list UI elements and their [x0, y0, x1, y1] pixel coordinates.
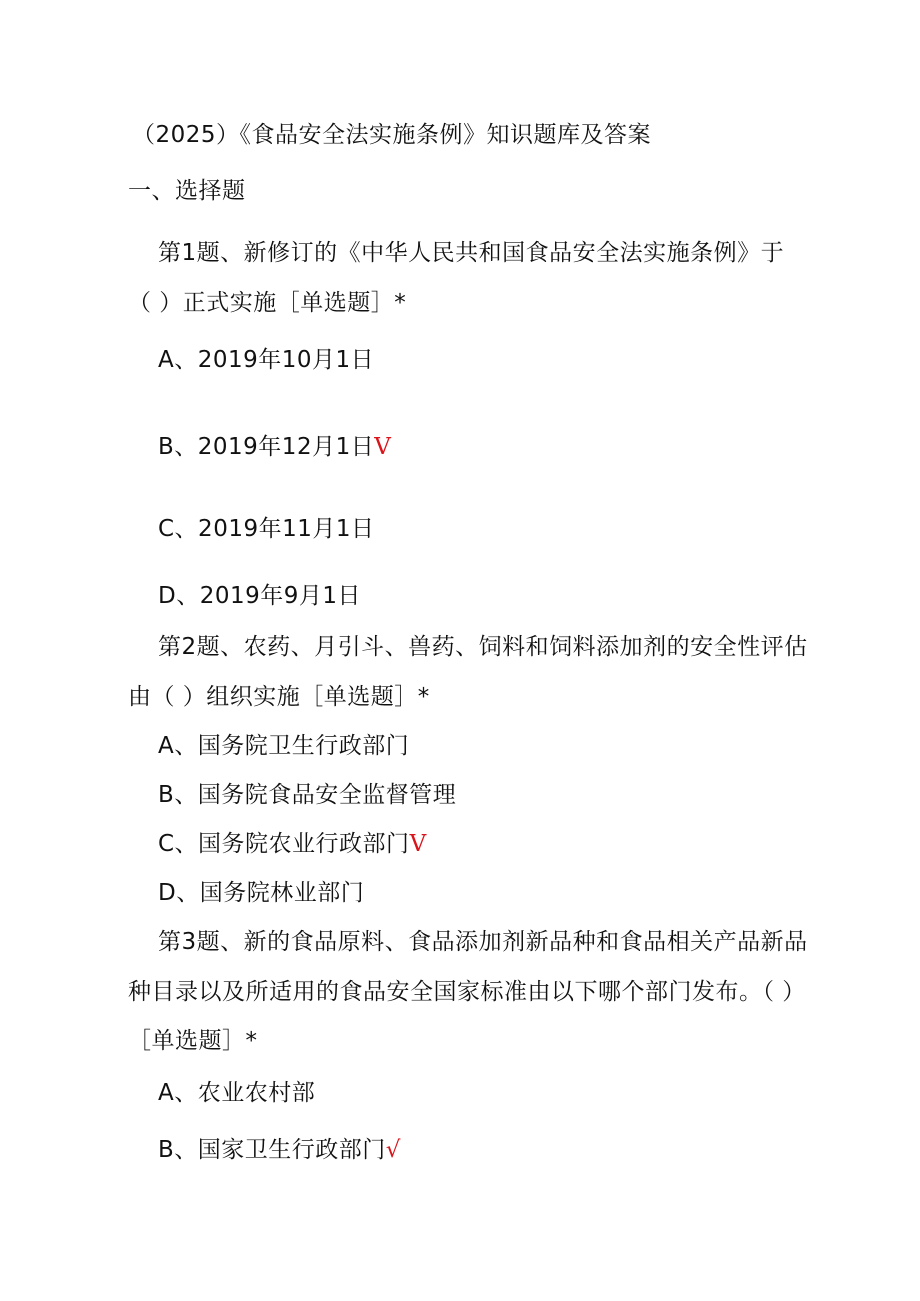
- document-title: （2025）《食品安全法实施条例》知识题库及答案: [132, 122, 652, 148]
- question-1-text-cont: （ ）正式实施［单选题］*: [128, 290, 407, 316]
- option-label: D、2019年9月1日: [158, 583, 362, 609]
- option-label: C、国务院农业行政部门: [158, 831, 410, 857]
- question-2-option-b: [158, 780, 456, 810]
- correct-answer-mark: V: [374, 434, 392, 460]
- question-3-text: 第3题、新的食品原料、食品添加剂新品种和食品相关产品新品: [158, 929, 808, 955]
- question-1-option-b: [158, 432, 391, 462]
- question-1-text: 第1题、新修订的《中华人民共和国食品安全法实施条例》于: [158, 240, 785, 266]
- question-3-text-cont-2: ［单选题］*: [128, 1028, 258, 1054]
- question-3-text-cont: 种目录以及所适用的食品安全国家标准由以下哪个部门发布。（ ）: [128, 979, 806, 1005]
- question-3-option-b: [158, 1135, 401, 1165]
- question-2-text: 第2题、农药、月引斗、兽药、饲料和饲料添加剂的安全性评估: [158, 634, 808, 660]
- question-2-option-a: [158, 731, 409, 761]
- correct-answer-mark: V: [409, 831, 427, 857]
- option-label: D、国务院林业部门: [158, 880, 365, 906]
- question-2-option-d: [158, 878, 364, 908]
- question-3-option-a: [158, 1078, 315, 1108]
- question-1-option-c: [158, 514, 375, 544]
- option-label: C、2019年11月1日: [158, 516, 375, 542]
- option-label: A、国务院卫生行政部门: [158, 733, 410, 759]
- question-2-option-c: [158, 829, 427, 859]
- option-label: A、2019年10月1日: [158, 347, 375, 373]
- option-label: A、农业农村部: [158, 1080, 316, 1106]
- question-1-option-d: [158, 581, 361, 611]
- question-2-text-cont: 由（ ）组织实施［单选题］*: [128, 684, 430, 710]
- question-1-option-a: [158, 345, 374, 375]
- option-label: B、国家卫生行政部门: [158, 1137, 386, 1163]
- section-heading: 一、选择题: [128, 178, 246, 204]
- correct-answer-mark: √: [385, 1137, 401, 1163]
- option-label: B、2019年12月1日: [158, 434, 375, 460]
- option-label: B、国务院食品安全监督管理: [158, 782, 457, 808]
